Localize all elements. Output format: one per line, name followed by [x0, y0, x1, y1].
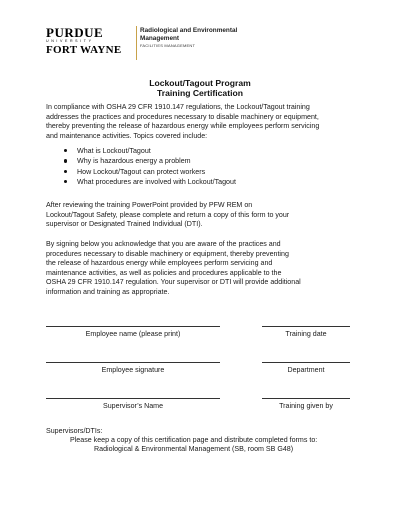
ack-line: By signing below you acknowledge that you are aware of the practices and — [46, 240, 281, 248]
intro-line: and maintenance activities. Topics covered include: — [46, 131, 208, 140]
training-date-label: Training date — [285, 330, 327, 338]
purdue-fort-wayne-logo — [46, 26, 121, 56]
ack-line: procedures necessary to disable machinery or equipment, thereby preventing — [46, 249, 289, 258]
dept-line-1: Radiological and Environmental — [140, 27, 238, 34]
intro-line: addresses the practices and procedures necessary to disable machinery or equipment, — [46, 112, 319, 121]
employee-signature-label: Employee signature — [101, 366, 165, 374]
intro-line: thereby preventing the release of hazardous energy while employees perform servicing — [46, 122, 320, 131]
footer-label: Supervisors/DTIs: — [46, 427, 103, 435]
intro-line: In compliance with OSHA 29 CFR 1910.147 regulations, the Lockout/Tagout training — [46, 103, 310, 111]
review-line: Lockout/Tagout Safety, please complete and return a copy of this form to your — [46, 210, 290, 219]
logo-university-text: UNIVERSITY — [46, 39, 94, 43]
footer-address: Radiological & Environmental Management (SB, room SB G48) — [94, 445, 294, 453]
department-name — [140, 27, 237, 49]
ack-line: OSHA 29 CFR 1910.147 regulation. Your supervisor or DTI will provide additional — [46, 278, 301, 287]
employee-signature-line[interactable] — [46, 362, 220, 363]
department-label: Department — [287, 366, 325, 374]
bullet-icon — [64, 180, 67, 183]
training-date-line[interactable] — [262, 326, 350, 327]
review-line: supervisor or Designated Trained Individual (DTI). — [46, 220, 203, 229]
logo-divider — [136, 26, 137, 60]
supervisor-name-label: Supervisor’s Name — [102, 402, 164, 410]
topic-text: Why is hazardous energy a problem — [77, 157, 191, 166]
employee-name-line[interactable] — [46, 326, 220, 327]
list-item — [64, 167, 236, 177]
topic-text: What is Lockout/Tagout — [77, 147, 151, 155]
footer-instruction: Please keep a copy of this certification page and distribute completed forms to: — [70, 436, 318, 444]
list-item — [64, 156, 236, 166]
intro-paragraph — [46, 103, 360, 141]
dept-line-2: Management — [140, 34, 180, 42]
topics-list — [64, 146, 236, 188]
review-line: After reviewing the training PowerPoint provided by PFW REM on — [46, 201, 253, 209]
list-item — [64, 177, 236, 187]
acknowledgement-paragraph — [46, 240, 360, 298]
department-line[interactable] — [262, 362, 350, 363]
ack-line: the release of hazardous energy while employees perform servicing and — [46, 259, 273, 268]
training-given-by-line[interactable] — [262, 398, 350, 399]
training-given-by-label: Training given by — [279, 402, 333, 410]
dept-subtitle: FACILITIES MANAGEMENT — [140, 43, 196, 49]
bullet-icon — [64, 170, 67, 173]
review-paragraph — [46, 201, 360, 230]
bullet-icon — [64, 159, 67, 162]
bullet-icon — [64, 149, 67, 152]
topic-text: How Lockout/Tagout can protect workers — [77, 167, 206, 176]
ack-line: information and training as appropriate. — [46, 287, 170, 296]
ack-line: maintenance activities, as well as policies and procedures applicable to the — [46, 268, 282, 277]
supervisor-name-line[interactable] — [46, 398, 220, 399]
logo-purdue-text: PURDUE — [46, 25, 104, 40]
employee-name-label: Employee name (please print) — [85, 330, 181, 338]
topic-text: What procedures are involved with Lockout/Tagout — [77, 178, 236, 187]
page-title: Lockout/Tagout Program — [149, 78, 251, 88]
logo-fort-wayne-text: FORT WAYNE — [46, 44, 122, 56]
list-item — [64, 146, 236, 156]
page-subtitle: Training Certification — [157, 88, 243, 98]
